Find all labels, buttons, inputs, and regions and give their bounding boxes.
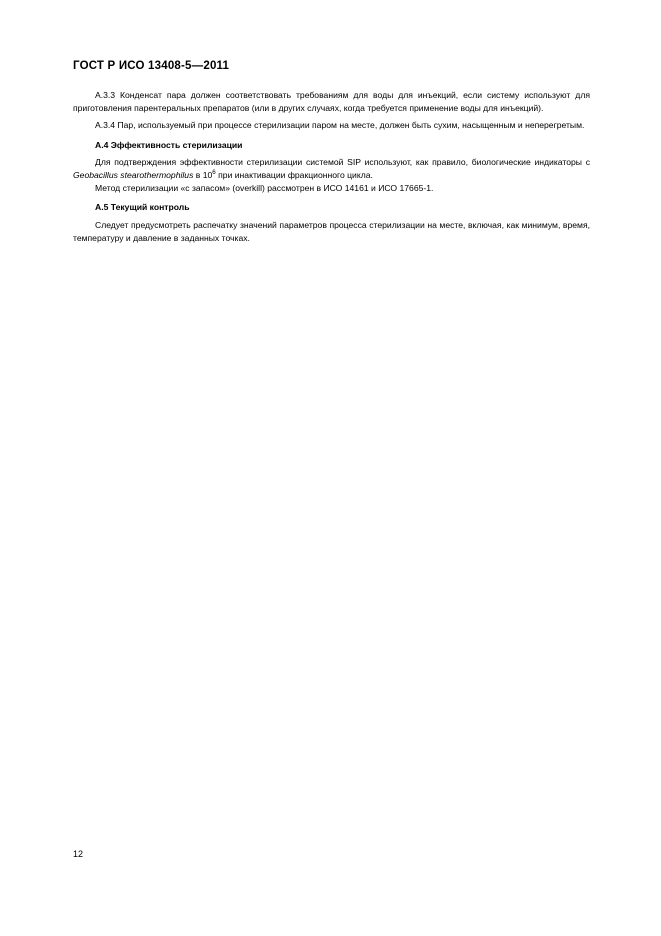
page-header: ГОСТ Р ИСО 13408-5—2011: [73, 60, 230, 72]
heading-a4: А.4 Эффективность стерилизации: [95, 139, 243, 150]
text-run: в 10: [193, 170, 213, 181]
text-run: при инактивации фракционного цикла.: [215, 170, 373, 181]
document-body: [73, 89, 590, 245]
paragraph-a4-indicators: [73, 156, 590, 182]
page-number: 12: [73, 849, 84, 859]
species-name: Geobacillus stearothermophilus: [73, 170, 194, 181]
exponent: 6: [212, 169, 216, 177]
paragraph-a34: А.3.4 Пар, используемый при процессе стерилизации паром на месте, должен быть сухим, насыщенным и неперегретым.: [95, 120, 585, 131]
paragraph-a4-overkill: Метод стерилизации «с запасом» (overkill) рассмотрен в ИСО 14161 и ИСО 17665-1.: [95, 183, 434, 194]
text-run: Для подтверждения эффективности стерилизации системой SIP используют, как правило, биологические индикаторы с: [95, 156, 590, 167]
heading-a5: А.5 Текущий контроль: [95, 202, 190, 213]
paragraph-a33: А.3.3 Конденсат пара должен соответствовать требованиям для воды для инъекций, если систему используют для приготовления парентеральных препаратов (или в других случаях, когда требуется применение воды для инъекций).: [73, 90, 590, 114]
paragraph-a5: Следует предусмотреть распечатку значений параметров процесса стерилизации на месте, включая, как минимум, время, температуру и давление в заданных точках.: [73, 219, 590, 243]
